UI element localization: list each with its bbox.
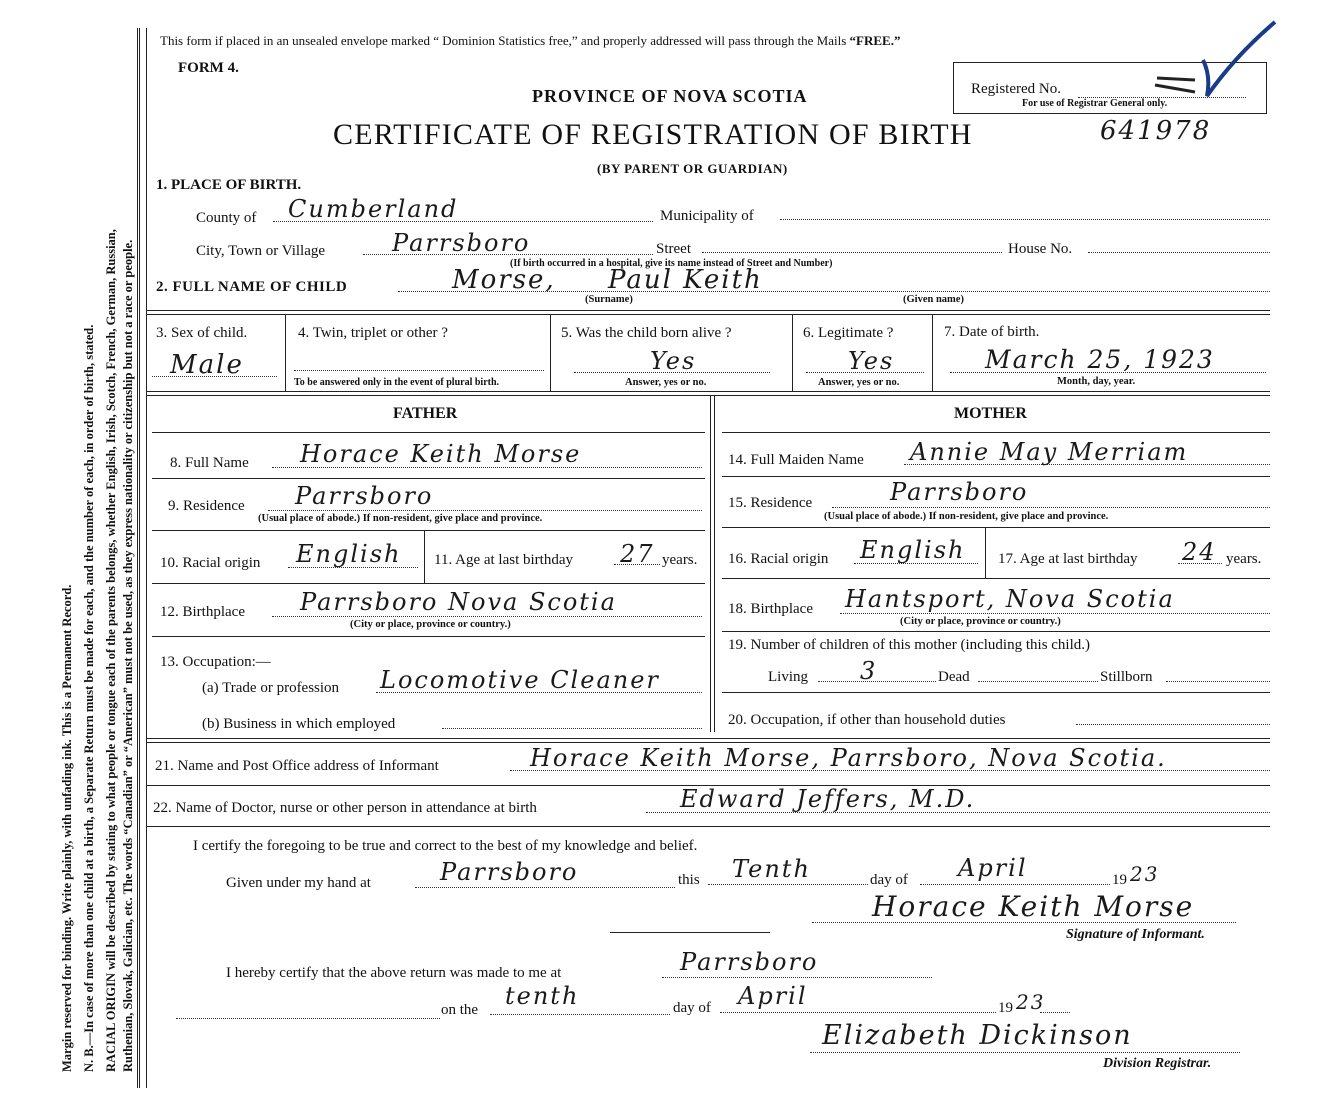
- father-business-dots: [442, 728, 702, 729]
- mother-children-label: 19. Number of children of this mother (including this child.): [728, 637, 1091, 653]
- margin-note-2: N. B.—In case of more than one child at a birth, a Separate Return must be made for each, and the number of each, in order of birth, stated.: [82, 324, 96, 1072]
- street-label: Street: [656, 241, 691, 257]
- municipality-label: Municipality of: [660, 208, 754, 224]
- alive-answer-note: Answer, yes or no.: [625, 377, 707, 388]
- twin-label: 4. Twin, triplet or other ?: [298, 325, 448, 341]
- mother-name-value: Annie May Merriam: [910, 438, 1189, 466]
- father-trade-label: (a) Trade or profession: [202, 680, 340, 696]
- mother-rule-1: [722, 432, 1270, 433]
- sex-label: 3. Sex of child.: [156, 325, 248, 341]
- doctor-label: 22. Name of Doctor, nurse or other person in attendance at birth: [153, 800, 537, 816]
- father-birthplace-value: Parrsboro Nova Scotia: [300, 588, 617, 616]
- alive-label: 5. Was the child born alive ?: [561, 325, 732, 341]
- mother-residence-dots: [832, 507, 1270, 508]
- father-birthplace-note: (City or place, province or country.): [350, 619, 511, 630]
- mother-age-label: 17. Age at last birthday: [998, 551, 1138, 567]
- on-the-value: tenth: [505, 982, 580, 1010]
- year2-prefix: 19: [998, 1000, 1013, 1016]
- rule-doctor: [147, 826, 1270, 827]
- form-number: FORM 4.: [178, 60, 239, 76]
- mother-birthplace-note: (City or place, province or country.): [900, 616, 1061, 627]
- father-residence-dots: [268, 510, 702, 511]
- informant-signature: Horace Keith Morse: [872, 890, 1195, 923]
- rule-parents-top-2: [147, 395, 1270, 396]
- day-of-label: day of: [870, 872, 908, 888]
- rule-top-grid-2: [147, 314, 1270, 315]
- year-prefix: 19: [1112, 872, 1127, 888]
- mother-age-value: 24: [1182, 538, 1217, 566]
- dob-label: 7. Date of birth.: [944, 324, 1040, 340]
- day-value: Tenth: [732, 855, 811, 883]
- father-age-divider: [424, 531, 425, 583]
- mother-rule-2: [722, 476, 1270, 477]
- return-place-dots: [662, 977, 932, 978]
- grid-div-4: [932, 315, 933, 391]
- month-dots: [920, 884, 1110, 885]
- registration-number: 641978: [1100, 116, 1212, 146]
- father-rule-3: [152, 530, 705, 531]
- certificate-subtitle: (BY PARENT OR GUARDIAN): [597, 161, 788, 176]
- on-the-label: on the: [441, 1002, 479, 1018]
- child-given-name: Paul Keith: [608, 265, 763, 295]
- twin-dots: [294, 370, 544, 371]
- father-abode-note: (Usual place of abode.) If non-resident, give place and province.: [258, 513, 543, 524]
- check-mark: [1145, 10, 1285, 110]
- certificate-title: CERTIFICATE OF REGISTRATION OF BIRTH: [333, 118, 973, 151]
- dob-value: March 25, 1923: [985, 345, 1215, 374]
- grid-div-3: [792, 315, 793, 391]
- mother-age-divider: [985, 528, 986, 578]
- mother-birthplace-value: Hantsport, Nova Scotia: [845, 585, 1175, 613]
- mother-birthplace-dots: [840, 613, 1270, 614]
- mother-occupation-dots: [1076, 724, 1270, 725]
- mother-rule-4: [722, 578, 1270, 579]
- father-residence-value: Parrsboro: [295, 482, 434, 510]
- legitimate-value: Yes: [848, 347, 895, 375]
- house-label: House No.: [1008, 241, 1073, 257]
- city-label: City, Town or Village: [196, 243, 326, 259]
- rule-top-grid: [147, 310, 1270, 311]
- return-place-value: Parrsboro: [680, 948, 819, 976]
- mother-birthplace-label: 18. Birthplace: [728, 601, 813, 617]
- rule-parents-bottom: [147, 738, 1270, 739]
- return-text: I hereby certify that the above return was made to me at: [226, 965, 562, 981]
- rule-parents-top: [147, 391, 1270, 392]
- hospital-note: (If birth occurred in a hospital, give its name instead of Street and Number): [510, 258, 833, 269]
- place-heading: 1. PLACE OF BIRTH.: [156, 177, 302, 193]
- living-label: Living: [768, 669, 808, 685]
- father-age-label: 11. Age at last birthday: [434, 552, 573, 568]
- legit-answer-note: Answer, yes or no.: [818, 377, 900, 388]
- house-dots: [1088, 252, 1270, 253]
- dead-dots: [978, 681, 1098, 682]
- registrar-signature: Elizabeth Dickinson: [822, 1020, 1133, 1051]
- postal-free: “FREE.”: [849, 33, 901, 48]
- given-place-value: Parrsboro: [440, 858, 579, 886]
- registrar-label: Division Registrar.: [1103, 1056, 1212, 1071]
- informant-label: 21. Name and Post Office address of Informant: [155, 758, 439, 774]
- dob-note: Month, day, year.: [1057, 376, 1136, 387]
- street-dots: [702, 252, 1002, 253]
- mother-residence-value: Parrsboro: [890, 478, 1029, 506]
- sex-value: Male: [170, 350, 244, 380]
- year2-dots: [1040, 1012, 1070, 1013]
- father-age-value: 27: [620, 540, 655, 568]
- rule-parents-bottom-2: [147, 742, 1270, 743]
- dead-label: Dead: [938, 669, 970, 685]
- month2-value: April: [738, 982, 808, 1010]
- registrar-dots: [810, 1052, 1240, 1053]
- separator-rule: [610, 932, 770, 933]
- postal-note: [160, 33, 900, 49]
- father-business-label: (b) Business in which employed: [202, 716, 396, 732]
- given-note: (Given name): [903, 294, 964, 305]
- informant-value: Horace Keith Morse, Parrsboro, Nova Scotia.: [530, 744, 1167, 772]
- on-the-lead-dots: [176, 1018, 440, 1019]
- given-place-dots: [415, 887, 675, 888]
- mother-residence-label: 15. Residence: [728, 495, 813, 511]
- month-value: April: [958, 854, 1028, 882]
- mother-rule-6: [722, 692, 1270, 693]
- surname-note: (Surname): [585, 294, 633, 305]
- municipality-dots: [780, 219, 1270, 220]
- father-rule-4: [152, 583, 705, 584]
- given-label: Given under my hand at: [226, 875, 371, 891]
- mother-name-label: 14. Full Maiden Name: [728, 452, 864, 468]
- living-value: 3: [860, 657, 878, 685]
- mother-rule-3: [722, 527, 1270, 528]
- registered-label: Registered No.: [971, 81, 1061, 97]
- father-trade-value: Locomotive Cleaner: [380, 666, 660, 694]
- on-the-dots: [490, 1014, 670, 1015]
- registrar-use-note: For use of Registrar General only.: [1022, 98, 1168, 109]
- mother-racial-value: English: [860, 536, 966, 564]
- margin-rule-inner: [146, 28, 147, 1088]
- certify-text: I certify the foregoing to be true and correct to the best of my knowledge and belief.: [193, 838, 698, 854]
- mother-heading: MOTHER: [954, 405, 1027, 422]
- day-of-label-2: day of: [673, 1000, 711, 1016]
- margin-note-1: Margin reserved for binding. Write plainly, with unfading ink. This is a Permanent Record.: [60, 584, 74, 1072]
- twin-note: To be answered only in the event of plural birth.: [294, 377, 500, 388]
- grid-div-2: [550, 315, 551, 391]
- parents-divider: [710, 396, 711, 732]
- father-birthplace-label: 12. Birthplace: [160, 604, 245, 620]
- stillborn-label: Stillborn: [1100, 669, 1153, 685]
- signature-label: Signature of Informant.: [1066, 927, 1205, 942]
- child-surname: Morse,: [452, 265, 556, 295]
- day-dots: [708, 884, 868, 885]
- year-value: 23: [1130, 862, 1160, 886]
- province-heading: PROVINCE OF NOVA SCOTIA: [532, 86, 808, 106]
- child-name-label: 2. FULL NAME OF CHILD: [156, 279, 348, 295]
- mother-occupation-label: 20. Occupation, if other than household duties: [728, 712, 1006, 728]
- alive-value: Yes: [650, 347, 697, 375]
- father-rule-1: [152, 432, 705, 433]
- mother-racial-label: 16. Racial origin: [728, 551, 829, 567]
- year2-value: 23: [1016, 990, 1046, 1014]
- father-occupation-label: 13. Occupation:—: [160, 654, 271, 670]
- mother-rule-5: [722, 631, 1270, 632]
- month2-dots: [720, 1012, 996, 1013]
- county-value: Cumberland: [288, 195, 459, 223]
- city-value: Parrsboro: [392, 229, 531, 257]
- father-name-value: Horace Keith Morse: [300, 440, 582, 468]
- father-racial-value: English: [296, 540, 402, 568]
- this-label: this: [678, 872, 700, 888]
- grid-div-1: [285, 315, 286, 391]
- father-years: years.: [662, 552, 698, 568]
- doctor-value: Edward Jeffers, M.D.: [680, 785, 976, 813]
- father-heading: FATHER: [393, 405, 458, 422]
- father-name-label: 8. Full Name: [170, 455, 249, 471]
- postal-note-text: This form if placed in an unsealed envelope marked “ Dominion Statistics free,” and properly addressed will pass through the Mails: [160, 33, 847, 48]
- margin-note-4: Ruthenian, Slovak, Galician, etc. The words “Canadian” or “American” must not be used, as they express nationality or citizenship but not a race or people.: [121, 239, 135, 1072]
- father-rule-2: [152, 478, 705, 479]
- margin-rule: [137, 28, 140, 1088]
- father-birthplace-dots: [272, 616, 702, 617]
- legitimate-label: 6. Legitimate ?: [803, 325, 894, 341]
- parents-divider-2: [714, 396, 715, 732]
- mother-years: years.: [1226, 551, 1262, 567]
- father-racial-label: 10. Racial origin: [160, 555, 261, 571]
- margin-note-3: RACIAL ORIGIN will be described by stating to what people or tongue each of the parents belongs, whether English, Irish, Scotch, French, German, Russian,: [104, 229, 118, 1072]
- stillborn-dots: [1166, 681, 1270, 682]
- father-residence-label: 9. Residence: [168, 498, 245, 514]
- mother-abode-note: (Usual place of abode.) If non-resident, give place and province.: [824, 511, 1109, 522]
- father-rule-5: [152, 636, 705, 637]
- county-label: County of: [196, 210, 257, 226]
